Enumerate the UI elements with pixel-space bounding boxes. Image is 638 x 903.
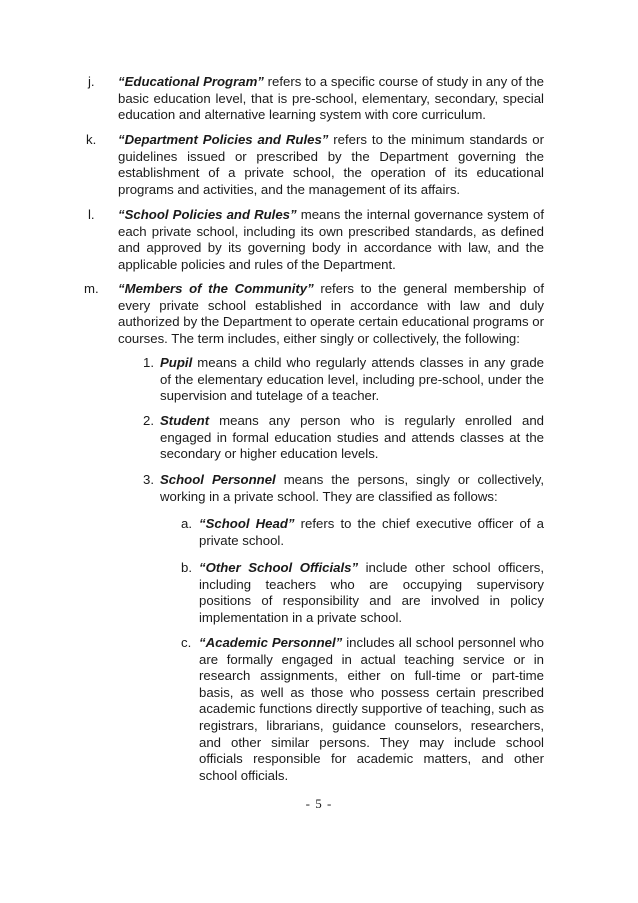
item-marker: 2. xyxy=(143,413,154,428)
definition-text: means any person who is regularly enrolled and engaged in formal education studies and attends classes at the secondary or higher education levels. xyxy=(160,413,544,462)
definition-text: include other school officers, including teachers who are occupying supervisory positions of responsibility and are involved in policy implementation in a private school. xyxy=(199,560,544,625)
definition-text: refers to the general membership of every private school established in accordance with law and duly authorized by the Department to operate certain educational programs or courses. The term includes, either singly or collectively, the following: xyxy=(118,281,544,346)
defined-term: “Educational Program” xyxy=(118,74,264,89)
defined-term: “Other School Officials” xyxy=(199,560,359,575)
definition-text: includes all school personnel who are formally engaged in actual teaching service or in research assignments, either on full-time or part-time basis, as well as those who possess certain prescribed academic functions directly supportive of teaching, such as registrars, librarians, guidance counselors, researchers, and other similar persons. They may include school officials responsible for academic matters, and other school officials. xyxy=(199,635,544,783)
defined-term: School Personnel xyxy=(160,472,276,487)
sub-item-student xyxy=(143,413,544,463)
sub-sub-item-school-head xyxy=(181,516,544,549)
defined-term: “School Policies and Rules” xyxy=(118,207,297,222)
item-marker: l. xyxy=(88,207,95,222)
item-marker: k. xyxy=(86,132,97,147)
defined-term: “Academic Personnel” xyxy=(199,635,343,650)
definition-item-l xyxy=(88,207,544,273)
definition-text: refers to the chief executive officer of a private school. xyxy=(199,516,544,548)
sub-sub-item-other-school-officials xyxy=(181,560,544,626)
page-number: - 5 - xyxy=(305,796,333,811)
item-marker: 3. xyxy=(143,472,154,487)
definition-text: means the persons, singly or collectively, working in a private school. They are classified as follows: xyxy=(160,472,544,504)
item-marker: j. xyxy=(88,74,95,89)
definition-text: means a child who regularly attends classes in any grade of the elementary education level, including pre-school, under the supervision and tutelage of a teacher. xyxy=(160,355,544,404)
sub-sub-item-academic-personnel xyxy=(181,635,544,784)
item-marker: a. xyxy=(181,516,192,531)
item-marker: m. xyxy=(84,281,99,296)
item-marker: c. xyxy=(181,635,192,650)
defined-term: “Members of the Community” xyxy=(118,281,314,296)
defined-term: “School Head” xyxy=(199,516,295,531)
definition-item-j xyxy=(88,74,544,124)
definition-text: means the internal governance system of each private school, including its own prescribed standards, as defined and approved by its governing body in accordance with law, and the applicable policies and rules of the Department. xyxy=(118,207,544,272)
sub-item-school-personnel xyxy=(143,472,544,505)
defined-term: Pupil xyxy=(160,355,193,370)
definition-item-k xyxy=(86,132,544,198)
defined-term: “Department Policies and Rules” xyxy=(118,132,329,147)
definition-item-m xyxy=(84,281,544,347)
definition-text: refers to a specific course of study in any of the basic education level, that is pre-school, elementary, secondary, special education and alternative learning system with core curriculum. xyxy=(118,74,544,123)
item-marker: 1. xyxy=(143,355,154,370)
sub-item-pupil xyxy=(143,355,544,405)
definition-text: refers to the minimum standards or guidelines issued or prescribed by the Department governing the establishment of a private school, the operation of its educational programs and activities, and the management of its affairs. xyxy=(118,132,544,197)
defined-term: Student xyxy=(160,413,210,428)
item-marker: b. xyxy=(181,560,192,575)
